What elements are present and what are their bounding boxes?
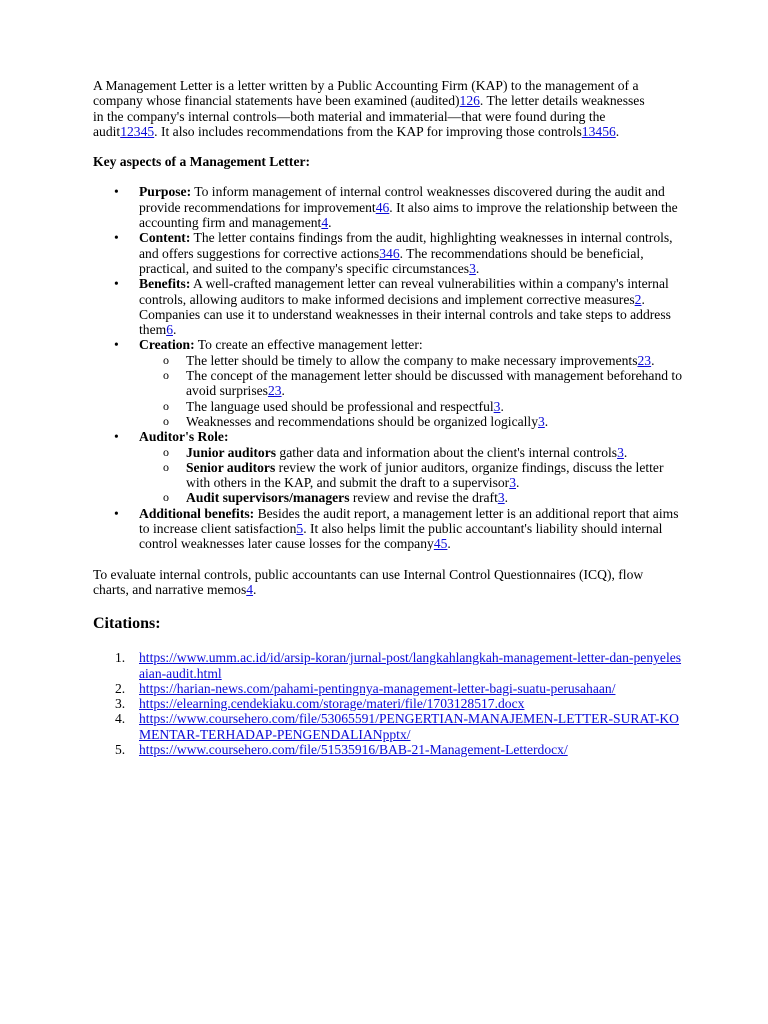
citation-link[interactable]: 346 [379,245,400,261]
citation-item: 1. https://www.umm.ac.id/id/arsip-koran/jurnal-post/langkahlangkah-management-letter-dan-penyelesaian-audit.html [115,650,682,681]
creation-subitem: o The letter should be timely to allow the company to make necessary improvements23. [139,353,683,368]
citation-url-link[interactable]: https://www.umm.ac.id/id/arsip-koran/jurnal-post/langkahlangkah-management-letter-dan-penyelesaian-audit.html [139,650,682,681]
citation-link[interactable]: 3 [617,444,624,460]
aspect-benefits: • Benefits: A well-crafted management letter can reveal vulnerabilities within a company's internal controls, allowing auditors to make informed decisions and implement corrective measures2. Companies can use it to understand weaknesses in their internal controls and take steps to address them6. [93,276,683,337]
citation-link[interactable]: 13456 [581,123,616,139]
aspect-creation: • Creation: To create an effective management letter: o The letter should be timely to allow the company to make necessary improvements23. o The concept of the management letter should be discussed with management beforehand to avoid surprises23. o The language used should be professional and respectful3. o Weaknesses and recommendations should be organized logically3. [93,337,683,429]
citation-link[interactable]: 6 [166,322,173,338]
citation-item: 4. https://www.coursehero.com/file/53065591/PENGERTIAN-MANAJEMEN-LETTER-SURAT-KOMENTAR-TERHADAP-PENGENDALIANpptx/ [115,711,679,742]
auditor-role-subitem: o Junior auditors gather data and information about the client's internal controls3. [139,445,683,460]
aspect-auditors-role: • Auditor's Role: o Junior auditors gather data and information about the client's internal controls3. o Senior auditors review the work of junior auditors, organize findings, discuss the letter with others in the KAP, and submit the draft to a supervisor3. o Audit supervisors/managers review and revise the draft3. [93,429,683,505]
creation-subitem: o The language used should be professional and respectful3. [139,399,683,414]
citations-list [93,650,683,757]
creation-subitem: o The concept of the management letter should be discussed with management beforehand to avoid surprises23. [139,368,683,399]
key-aspects-heading: Key aspects of a Management Letter: [93,154,311,170]
citation-item: 2. https://harian-news.com/pahami-pentingnya-management-letter-bagi-suatu-perusahaan/ [115,680,616,696]
creation-subitem: o Weaknesses and recommendations should be organized logically3. [139,414,683,429]
citation-link[interactable]: 3 [497,490,505,506]
citations-heading: Citations: [93,615,161,633]
citation-url-link[interactable]: https://www.coursehero.com/file/53065591/PENGERTIAN-MANAJEMEN-LETTER-SURAT-KOMENTAR-TERHADAP-PENGENDALIANpptx/ [139,711,679,742]
citation-link[interactable]: 3 [493,398,501,414]
citation-url-link[interactable]: https://harian-news.com/pahami-pentingnya-management-letter-bagi-suatu-perusahaan/ [139,680,616,696]
citation-link[interactable]: 23 [637,352,652,368]
aspect-purpose: • Purpose: To inform management of internal control weaknesses discovered during the audit and provide recommendations for improvement46. It also aims to improve the relationship between the accounting firm and management4. [93,184,683,230]
citation-link[interactable]: 126 [459,93,480,109]
citation-link[interactable]: 4 [246,581,254,597]
citation-link[interactable]: 12345 [120,123,155,139]
citation-link[interactable]: 45 [433,536,448,552]
auditor-role-subitem: o Audit supervisors/managers review and revise the draft3. [139,490,683,505]
citation-url-link[interactable]: https://www.coursehero.com/file/51535916/BAB-21-Management-Letterdocx/ [139,741,568,757]
aspect-content: • Content: The letter contains findings from the audit, highlighting weaknesses in internal controls, and offers suggestions for corrective actions346. The recommendations should be beneficial, practical, and suited to the company's specific circumstances3. [93,230,683,276]
citation-link[interactable]: 23 [267,383,282,399]
document-body [93,78,683,757]
citation-link[interactable]: 46 [375,199,390,215]
citation-item: 5. https://www.coursehero.com/file/51535916/BAB-21-Management-Letterdocx/ [115,741,568,757]
aspect-additional-benefits: • Additional benefits: Besides the audit report, a management letter is an additional report that aims to increase client satisfaction5. It also helps limit the public accountant's liability should internal control weaknesses later cause losses for the company45. [93,506,683,552]
citation-link[interactable]: 3 [469,260,476,276]
citation-link[interactable]: 5 [296,521,304,537]
citation-url-link[interactable]: https://elearning.cendekiaku.com/storage/materi/file/1703128517.docx [139,696,525,712]
citation-link[interactable]: 3 [538,413,545,429]
citation-link[interactable]: 4 [321,215,329,231]
intro-paragraph: A Management Letter is a letter written by a Public Accounting Firm (KAP) to the management of a company whose financial statements have been examined (audited)126. The letter details weaknesses in the company's internal controls—both material and immaterial—that were found during the audit12345. It also includes recommendations from the KAP for improving those controls13456. [93,78,645,139]
citation-item: 3. https://elearning.cendekiaku.com/storage/materi/file/1703128517.docx [115,696,525,712]
auditor-role-subitem: o Senior auditors review the work of junior auditors, organize findings, discuss the letter with others in the KAP, and submit the draft to a supervisor3. [139,460,683,491]
citation-link[interactable]: 3 [509,475,516,491]
citation-link[interactable]: 2 [634,291,642,307]
auditor-role-sublist [139,445,683,506]
creation-sublist [139,353,683,429]
aspects-list [93,184,683,551]
closing-paragraph: To evaluate internal controls, public accountants can use Internal Control Questionnaires (ICQ), flow charts, and narrative memos4. [93,566,644,597]
